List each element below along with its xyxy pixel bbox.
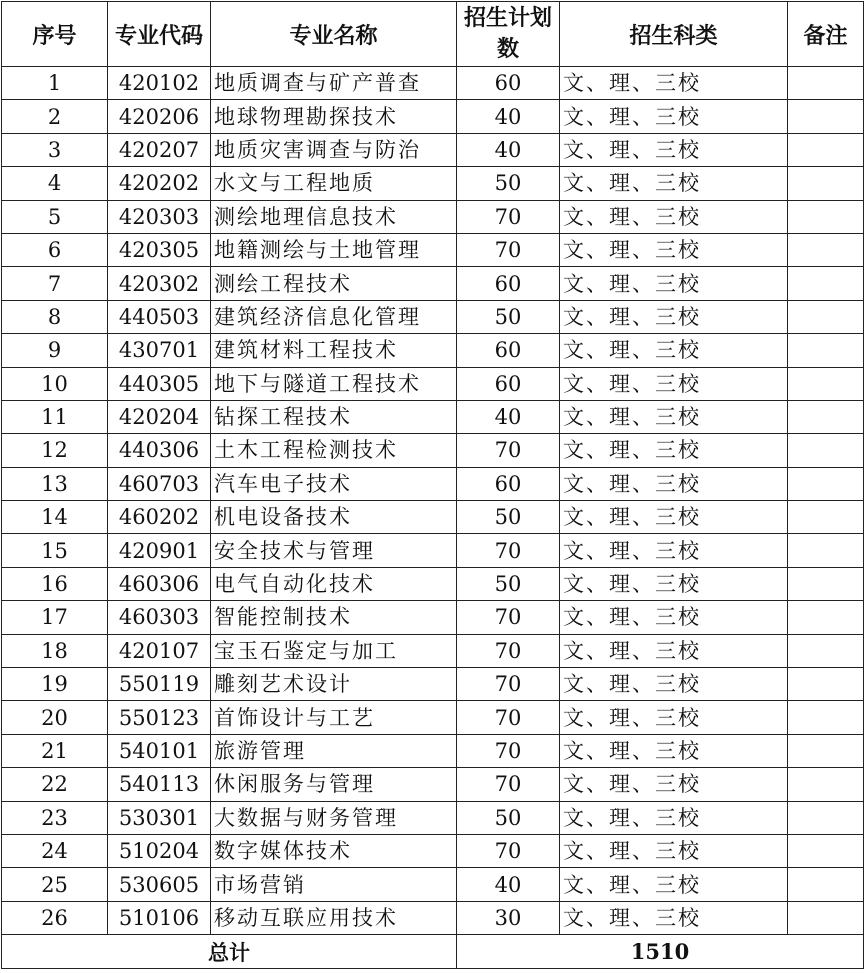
table-row	[2, 768, 864, 801]
cell-category: 文、理、三校	[560, 534, 788, 567]
cell-name: 安全技术与管理	[211, 534, 457, 567]
cell-remark	[788, 100, 864, 133]
cell-code: 440503	[108, 300, 211, 333]
cell-category: 文、理、三校	[560, 801, 788, 834]
cell-plan: 40	[457, 868, 560, 901]
cell-category: 文、理、三校	[560, 501, 788, 534]
cell-category: 文、理、三校	[560, 634, 788, 667]
cell-seq: 6	[2, 233, 108, 266]
cell-category: 文、理、三校	[560, 133, 788, 166]
cell-code: 420206	[108, 100, 211, 133]
cell-code: 420202	[108, 167, 211, 200]
cell-remark	[788, 67, 864, 100]
cell-code: 460303	[108, 601, 211, 634]
table-row	[2, 100, 864, 133]
cell-name: 汽车电子技术	[211, 467, 457, 500]
cell-name: 测绘地理信息技术	[211, 200, 457, 233]
cell-remark	[788, 167, 864, 200]
cell-code: 420305	[108, 233, 211, 266]
cell-plan: 50	[457, 801, 560, 834]
header-seq: 序号	[2, 2, 108, 67]
table-row	[2, 467, 864, 500]
cell-code: 460202	[108, 501, 211, 534]
cell-plan: 30	[457, 901, 560, 934]
cell-name: 地籍测绘与土地管理	[211, 233, 457, 266]
cell-remark	[788, 367, 864, 400]
total-value: 1510	[457, 935, 864, 969]
cell-seq: 22	[2, 768, 108, 801]
cell-category: 文、理、三校	[560, 601, 788, 634]
total-label: 总计	[2, 935, 457, 969]
cell-seq: 24	[2, 834, 108, 867]
cell-name: 移动互联应用技术	[211, 901, 457, 934]
cell-remark	[788, 801, 864, 834]
cell-category: 文、理、三校	[560, 901, 788, 934]
cell-code: 420204	[108, 400, 211, 433]
cell-name: 水文与工程地质	[211, 167, 457, 200]
cell-seq: 20	[2, 701, 108, 734]
cell-seq: 3	[2, 133, 108, 166]
table-row	[2, 133, 864, 166]
cell-name: 电气自动化技术	[211, 567, 457, 600]
cell-category: 文、理、三校	[560, 67, 788, 100]
cell-plan: 40	[457, 100, 560, 133]
cell-remark	[788, 901, 864, 934]
cell-remark	[788, 534, 864, 567]
table-row	[2, 267, 864, 300]
cell-plan: 70	[457, 668, 560, 701]
table-row	[2, 400, 864, 433]
header-remark: 备注	[788, 2, 864, 67]
cell-name: 宝玉石鉴定与加工	[211, 634, 457, 667]
cell-name: 雕刻艺术设计	[211, 668, 457, 701]
cell-category: 文、理、三校	[560, 233, 788, 266]
cell-code: 530301	[108, 801, 211, 834]
cell-name: 地质调查与矿产普查	[211, 67, 457, 100]
table-row	[2, 634, 864, 667]
cell-seq: 5	[2, 200, 108, 233]
cell-name: 智能控制技术	[211, 601, 457, 634]
cell-plan: 70	[457, 701, 560, 734]
cell-code: 430701	[108, 334, 211, 367]
cell-plan: 70	[457, 734, 560, 767]
cell-remark	[788, 133, 864, 166]
table-row	[2, 67, 864, 100]
cell-category: 文、理、三校	[560, 834, 788, 867]
cell-name: 钻探工程技术	[211, 400, 457, 433]
cell-name: 土木工程检测技术	[211, 434, 457, 467]
cell-code: 420107	[108, 634, 211, 667]
cell-plan: 60	[457, 334, 560, 367]
cell-seq: 25	[2, 868, 108, 901]
cell-code: 510204	[108, 834, 211, 867]
header-row	[2, 2, 864, 67]
cell-remark	[788, 233, 864, 266]
header-plan: 招生计划数	[457, 2, 560, 67]
cell-seq: 10	[2, 367, 108, 400]
cell-code: 540113	[108, 768, 211, 801]
cell-remark	[788, 734, 864, 767]
cell-name: 地质灾害调查与防治	[211, 133, 457, 166]
cell-seq: 12	[2, 434, 108, 467]
cell-remark	[788, 868, 864, 901]
cell-name: 建筑经济信息化管理	[211, 300, 457, 333]
table-row	[2, 834, 864, 867]
cell-plan: 70	[457, 768, 560, 801]
table-row	[2, 334, 864, 367]
cell-category: 文、理、三校	[560, 768, 788, 801]
cell-plan: 70	[457, 601, 560, 634]
cell-seq: 11	[2, 400, 108, 433]
table-row	[2, 868, 864, 901]
cell-remark	[788, 601, 864, 634]
cell-code: 440306	[108, 434, 211, 467]
cell-remark	[788, 200, 864, 233]
cell-seq: 17	[2, 601, 108, 634]
cell-seq: 19	[2, 668, 108, 701]
cell-code: 420303	[108, 200, 211, 233]
cell-category: 文、理、三校	[560, 734, 788, 767]
cell-remark	[788, 834, 864, 867]
cell-category: 文、理、三校	[560, 434, 788, 467]
header-category: 招生科类	[560, 2, 788, 67]
cell-code: 540101	[108, 734, 211, 767]
cell-code: 530605	[108, 868, 211, 901]
cell-category: 文、理、三校	[560, 701, 788, 734]
cell-code: 460703	[108, 467, 211, 500]
cell-code: 420207	[108, 133, 211, 166]
table-row	[2, 300, 864, 333]
cell-code: 510106	[108, 901, 211, 934]
cell-category: 文、理、三校	[560, 868, 788, 901]
cell-remark	[788, 567, 864, 600]
cell-remark	[788, 434, 864, 467]
table-row	[2, 601, 864, 634]
cell-category: 文、理、三校	[560, 367, 788, 400]
cell-seq: 2	[2, 100, 108, 133]
table-row	[2, 200, 864, 233]
cell-seq: 9	[2, 334, 108, 367]
table-row	[2, 534, 864, 567]
cell-remark	[788, 768, 864, 801]
cell-plan: 40	[457, 400, 560, 433]
cell-name: 地下与隧道工程技术	[211, 367, 457, 400]
cell-seq: 16	[2, 567, 108, 600]
cell-category: 文、理、三校	[560, 100, 788, 133]
cell-plan: 50	[457, 501, 560, 534]
cell-category: 文、理、三校	[560, 467, 788, 500]
cell-name: 大数据与财务管理	[211, 801, 457, 834]
cell-plan: 50	[457, 167, 560, 200]
cell-plan: 40	[457, 133, 560, 166]
cell-plan: 60	[457, 67, 560, 100]
cell-code: 420901	[108, 534, 211, 567]
header-code: 专业代码	[108, 2, 211, 67]
cell-seq: 1	[2, 67, 108, 100]
cell-name: 首饰设计与工艺	[211, 701, 457, 734]
cell-seq: 23	[2, 801, 108, 834]
cell-plan: 70	[457, 200, 560, 233]
table-row	[2, 367, 864, 400]
cell-code: 550123	[108, 701, 211, 734]
cell-seq: 7	[2, 267, 108, 300]
cell-category: 文、理、三校	[560, 334, 788, 367]
cell-code: 420102	[108, 67, 211, 100]
cell-seq: 21	[2, 734, 108, 767]
cell-name: 测绘工程技术	[211, 267, 457, 300]
cell-remark	[788, 501, 864, 534]
cell-name: 建筑材料工程技术	[211, 334, 457, 367]
cell-remark	[788, 467, 864, 500]
cell-plan: 60	[457, 267, 560, 300]
cell-remark	[788, 334, 864, 367]
header-name: 专业名称	[211, 2, 457, 67]
cell-remark	[788, 400, 864, 433]
cell-category: 文、理、三校	[560, 300, 788, 333]
table-body	[2, 67, 864, 935]
table-row	[2, 434, 864, 467]
total-row	[2, 935, 864, 969]
cell-plan: 70	[457, 634, 560, 667]
cell-remark	[788, 701, 864, 734]
cell-code: 460306	[108, 567, 211, 600]
cell-plan: 50	[457, 567, 560, 600]
table-row	[2, 668, 864, 701]
cell-category: 文、理、三校	[560, 167, 788, 200]
cell-seq: 14	[2, 501, 108, 534]
table-row	[2, 734, 864, 767]
cell-name: 地球物理勘探技术	[211, 100, 457, 133]
table-row	[2, 801, 864, 834]
cell-name: 市场营销	[211, 868, 457, 901]
cell-seq: 26	[2, 901, 108, 934]
cell-plan: 70	[457, 233, 560, 266]
cell-seq: 8	[2, 300, 108, 333]
cell-code: 440305	[108, 367, 211, 400]
table-row	[2, 233, 864, 266]
cell-name: 休闲服务与管理	[211, 768, 457, 801]
table-row	[2, 501, 864, 534]
cell-remark	[788, 668, 864, 701]
cell-category: 文、理、三校	[560, 567, 788, 600]
enrollment-plan-table	[1, 1, 864, 969]
cell-category: 文、理、三校	[560, 200, 788, 233]
cell-seq: 15	[2, 534, 108, 567]
cell-plan: 50	[457, 300, 560, 333]
cell-category: 文、理、三校	[560, 400, 788, 433]
table-row	[2, 167, 864, 200]
cell-name: 旅游管理	[211, 734, 457, 767]
cell-seq: 13	[2, 467, 108, 500]
cell-remark	[788, 267, 864, 300]
cell-name: 数字媒体技术	[211, 834, 457, 867]
cell-seq: 18	[2, 634, 108, 667]
cell-remark	[788, 300, 864, 333]
cell-code: 550119	[108, 668, 211, 701]
cell-plan: 70	[457, 534, 560, 567]
cell-seq: 4	[2, 167, 108, 200]
cell-plan: 60	[457, 367, 560, 400]
table-row	[2, 701, 864, 734]
cell-plan: 60	[457, 467, 560, 500]
table-row	[2, 567, 864, 600]
table-row	[2, 901, 864, 934]
cell-name: 机电设备技术	[211, 501, 457, 534]
cell-code: 420302	[108, 267, 211, 300]
cell-category: 文、理、三校	[560, 267, 788, 300]
cell-remark	[788, 634, 864, 667]
cell-plan: 70	[457, 834, 560, 867]
cell-plan: 70	[457, 434, 560, 467]
cell-category: 文、理、三校	[560, 668, 788, 701]
